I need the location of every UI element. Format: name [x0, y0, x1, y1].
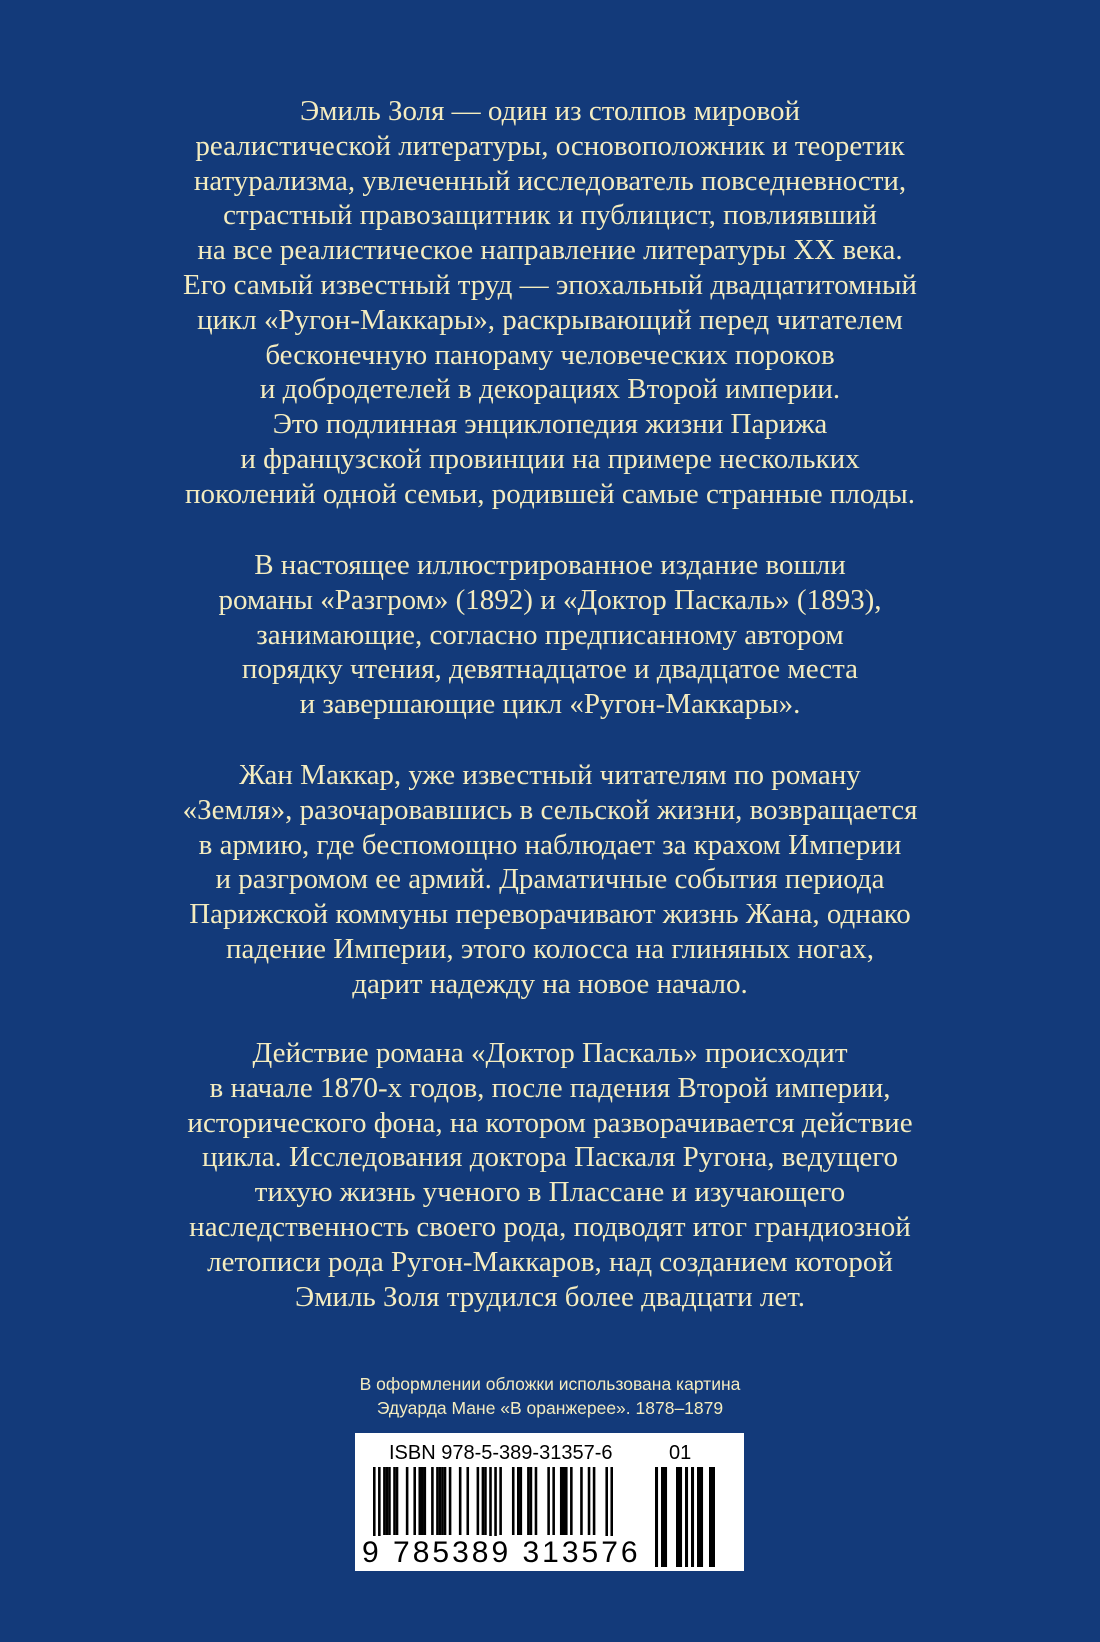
barcode-bar	[570, 1467, 573, 1535]
text-line: на все реалистическое направление литературы XX века.	[197, 234, 903, 267]
addon-bar	[697, 1467, 700, 1567]
barcode-bar	[393, 1467, 396, 1535]
text-line: романы «Разгром» (1892) и «Доктор Паскаль» (1893),	[218, 583, 882, 616]
addon-bar	[712, 1467, 715, 1567]
text-line: Его самый известный труд — эпохальный двадцатитомный	[183, 268, 917, 301]
text-line: исторического фона, на котором разворачивается действие	[187, 1106, 913, 1139]
text-line: реалистической литературы, основоположник и теоретик	[195, 129, 905, 162]
addon-bar	[676, 1467, 679, 1567]
barcode-bar	[439, 1467, 442, 1535]
text-line: цикл «Ругон-Маккары», раскрывающий перед читателем	[197, 303, 903, 336]
text-line: В настоящее иллюстрированное издание вошли	[254, 549, 846, 581]
text-line: порядку чтения, девятнадцатое и двадцатое места	[241, 653, 859, 686]
barcode-bar	[459, 1467, 462, 1535]
barcode-bar	[562, 1467, 565, 1535]
text-line: страстный правозащитник и публицист, повлиявший	[223, 199, 877, 232]
barcode-bar	[517, 1467, 520, 1535]
text-line: Эмиль Золя трудился более двадцати лет.	[295, 1280, 805, 1313]
text-line: тихую жизнь ученого в Плассане и изучающего	[254, 1176, 846, 1209]
barcode-bar	[396, 1467, 399, 1535]
text-line: Действие романа «Доктор Паскаль» происходит	[252, 1037, 848, 1069]
addon-digits: 01	[669, 1442, 692, 1464]
barcode-bar	[499, 1467, 502, 1535]
barcode-bar	[383, 1467, 386, 1535]
credit-line: В оформлении обложки использована картина	[359, 1374, 741, 1394]
barcode-bar	[418, 1467, 421, 1535]
addon-bar	[664, 1467, 667, 1567]
barcode-bar	[444, 1467, 447, 1535]
annotation-paragraph-3	[0, 758, 1100, 1002]
annotation-paragraph-2	[0, 548, 1100, 722]
barcode-bar	[530, 1467, 533, 1535]
addon-bar	[709, 1467, 712, 1567]
barcode-bar	[449, 1467, 452, 1535]
barcode-bar	[565, 1467, 568, 1535]
isbn-label: ISBN 978-5-389-31357-6	[389, 1442, 613, 1464]
barcode-bar	[512, 1467, 515, 1535]
addon-bar	[661, 1467, 664, 1567]
addon-bar	[700, 1467, 703, 1567]
ean13-digits-text: 9 785389 313576	[362, 1536, 641, 1569]
barcode-bar	[580, 1467, 583, 1535]
barcode-bar	[535, 1467, 538, 1535]
barcode-bar	[424, 1467, 427, 1535]
text-line: падение Империи, этого колосса на глиняных ногах,	[226, 932, 874, 965]
text-line: натурализма, увлеченный исследователь повседневности,	[193, 164, 907, 197]
addon-bars	[655, 1467, 715, 1567]
barcode-bar	[482, 1467, 485, 1535]
barcode-bar	[547, 1467, 550, 1535]
barcode-bar	[593, 1467, 596, 1535]
annotation-paragraph-4	[0, 1036, 1100, 1314]
addon-bar	[685, 1467, 688, 1567]
addon-bar	[679, 1467, 682, 1567]
text-line: «Земля», разочаровавшись в сельской жизни, возвращается	[182, 793, 918, 826]
isbn-barcode	[355, 1433, 744, 1571]
barcode-bar	[520, 1467, 523, 1535]
ean13-digits	[361, 1537, 642, 1569]
barcode-bar	[477, 1467, 480, 1535]
text-line: поколений одной семьи, родившей самые странные плоды.	[184, 477, 916, 510]
text-line: и завершающие цикл «Ругон-Маккары».	[299, 688, 801, 721]
addon-bar	[655, 1467, 658, 1567]
barcode-bar	[421, 1467, 424, 1535]
text-line: Жан Маккар, уже известный читателям по роману	[239, 759, 861, 791]
barcode-bar	[560, 1467, 563, 1535]
text-line: и французской провинции на примере нескольких	[240, 442, 860, 475]
cover-art-credit	[0, 1372, 1100, 1420]
text-line: летописи рода Ругон-Маккаров, над созданием которой	[207, 1245, 893, 1278]
barcode-bar	[552, 1467, 555, 1535]
text-line: Это подлинная энциклопедия жизни Парижа	[272, 408, 828, 441]
annotation-paragraph-1	[0, 94, 1100, 512]
text-line: наследственность своего рода, подводят итог грандиозной	[189, 1210, 911, 1243]
barcode-bar	[436, 1467, 439, 1535]
barcode-bar	[406, 1467, 409, 1535]
credit-line: Эдуарда Мане «В оранжерее». 1878–1879	[376, 1398, 724, 1418]
addon-bar	[691, 1467, 694, 1567]
text-line: и добродетелей в декорациях Второй империи.	[259, 373, 841, 406]
barcode-bar	[527, 1467, 530, 1535]
barcode-bar	[466, 1467, 469, 1535]
barcode-bar	[484, 1467, 487, 1535]
text-line: в начале 1870-х годов, после падения Второй империи,	[209, 1071, 891, 1104]
barcode-bar	[388, 1467, 391, 1535]
barcode-bar	[441, 1467, 444, 1535]
text-line: бесконечную панораму человеческих пороков	[265, 338, 835, 371]
text-line: цикла. Исследования доктора Паскаля Ругона, ведущего	[202, 1141, 898, 1174]
text-line: дарит надежду на новое начало.	[352, 967, 748, 1000]
text-line: и разгромом ее армий. Драматичные события периода	[215, 863, 885, 896]
text-line: Парижской коммуны переворачивают жизнь Жана, однако	[189, 898, 911, 931]
text-line: занимающие, согласно предписанному автором	[256, 618, 844, 651]
barcode-bar	[413, 1467, 416, 1535]
text-line: в армию, где беспомощно наблюдает за крахом Империи	[198, 828, 902, 861]
barcode-bar	[588, 1467, 591, 1535]
text-line: Эмиль Золя — один из столпов мировой	[300, 95, 800, 127]
barcode-bar	[386, 1467, 389, 1535]
barcode-bar	[431, 1467, 434, 1535]
